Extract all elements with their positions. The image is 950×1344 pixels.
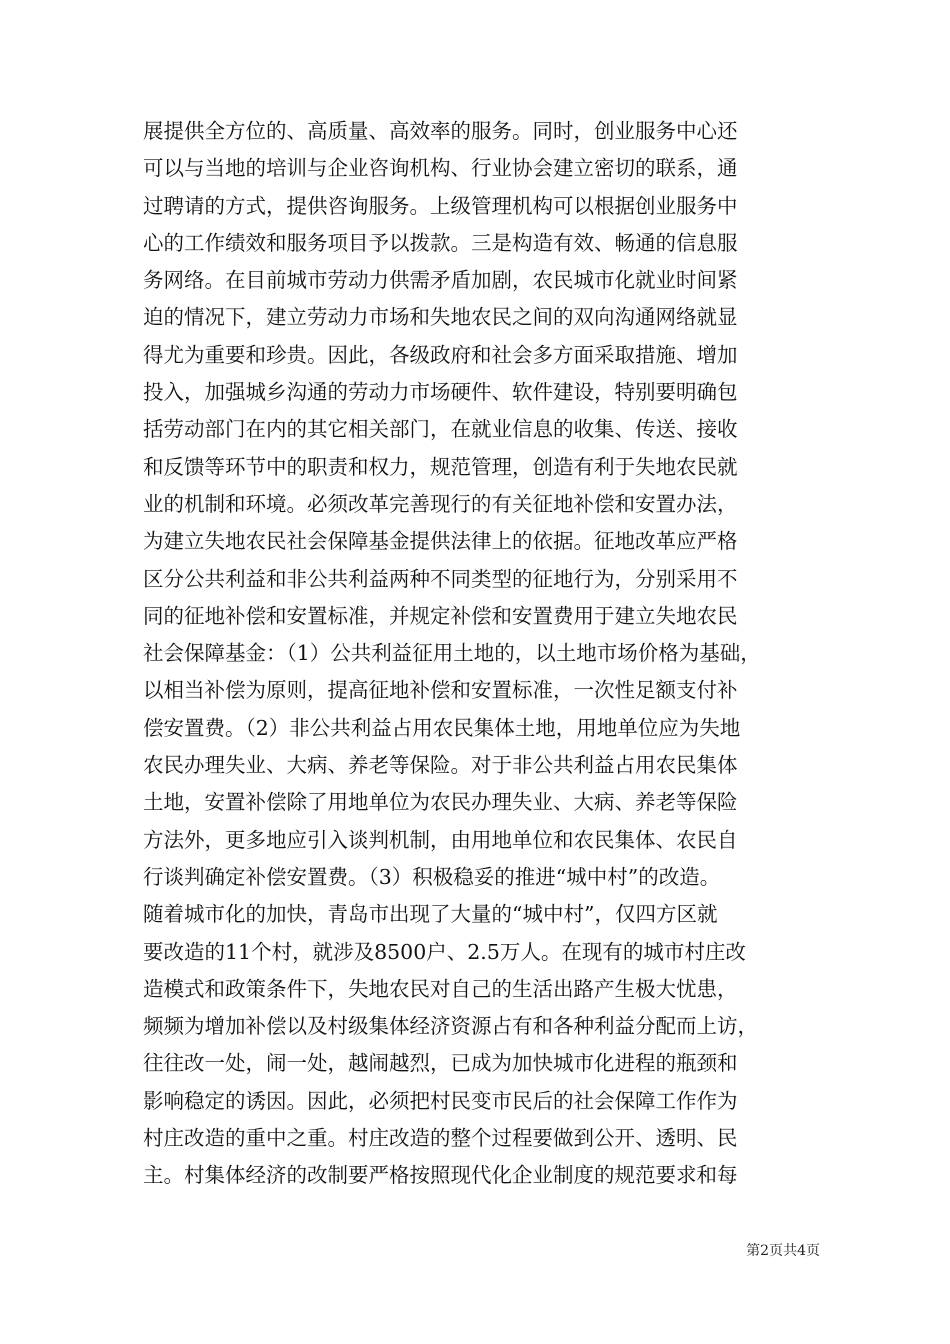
text-line: 括劳动部门在内的其它相关部门，在就业信息的收集、传送、接收 [143, 417, 738, 442]
text-line: 区分公共利益和非公共利益两种不同类型的征地行为，分别采用不 [143, 566, 738, 591]
text-line: 心的工作绩效和服务项目予以拨款。三是构造有效、畅通的信息服 [143, 230, 738, 255]
text-line: 主。村集体经济的改制要严格按照现代化企业制度的规范要求和每 [143, 1163, 738, 1188]
text-line: 展提供全方位的、高质量、高效率的服务。同时，创业服务中心还 [143, 119, 738, 143]
text-line: 造模式和政策条件下，失地农民对自己的生活出路产生极大忧患， [143, 976, 738, 1001]
text-line: 投入，加强城乡沟通的劳动力市场硬件、软件建设，特别要明确包 [143, 380, 738, 405]
text-line: 土地，安置补偿除了用地单位为农民办理失业、大病、养老等保险 [143, 790, 738, 815]
text-line: 随着城市化的加快，青岛市出现了大量的“城中村”，仅四方区就 [143, 902, 718, 927]
text-line: 影响稳定的诱因。因此，必须把村民变市民后的社会保障工作作为 [143, 1088, 738, 1113]
text-line: 方法外，更多地应引入谈判机制，由用地单位和农民集体、农民自 [143, 827, 738, 852]
page-number: 第2页共4页 [746, 1243, 820, 1259]
text-line: 过聘请的方式，提供咨询服务。上级管理机构可以根据创业服务中 [143, 193, 738, 218]
text-line: 行谈判确定补偿安置费。（3）积极稳妥的推进“城中村”的改造。 [143, 864, 721, 889]
text-line: 偿安置费。（2）非公共利益占用农民集体土地，用地单位应为失地 [143, 715, 741, 740]
text-line: 得尤为重要和珍贵。因此，各级政府和社会多方面采取措施、增加 [143, 342, 738, 367]
text-line: 可以与当地的培训与企业咨询机构、行业协会建立密切的联系，通 [143, 156, 738, 181]
text-line: 农民办理失业、大病、养老等保险。对于非公共利益占用农民集体 [143, 753, 738, 778]
text-line: 同的征地补偿和安置标准，并规定补偿和安置费用于建立失地农民 [143, 603, 738, 628]
text-line: 要改造的11个村，就涉及8500户、2.5万人。在现有的城市村庄改 [143, 939, 746, 964]
text-line: 和反馈等环节中的职责和权力，规范管理，创造有利于失地农民就 [143, 454, 738, 479]
text-line: 村庄改造的重中之重。村庄改造的整个过程要做到公开、透明、民 [143, 1126, 738, 1151]
text-line: 业的机制和环境。必须改革完善现行的有关征地补偿和安置办法， [143, 491, 738, 516]
body-text [143, 113, 823, 1195]
text-line: 务网络。在目前城市劳动力供需矛盾加剧，农民城市化就业时间紧 [143, 268, 738, 293]
text-line: 为建立失地农民社会保障基金提供法律上的依据。征地改革应严格 [143, 529, 738, 554]
text-line: 迫的情况下，建立劳动力市场和失地农民之间的双向沟通网络就显 [143, 305, 738, 330]
text-line: 往往改一处，闹一处，越闹越烈，已成为加快城市化进程的瓶颈和 [143, 1051, 738, 1076]
text-line: 频频为增加补偿以及村级集体经济资源占有和各种利益分配而上访， [143, 1014, 758, 1039]
text-line: 以相当补偿为原则，提高征地补偿和安置标准，一次性足额支付补 [143, 678, 738, 703]
text-line: 社会保障基金：（1）公共利益征用土地的，以土地市场价格为基础， [143, 641, 761, 666]
